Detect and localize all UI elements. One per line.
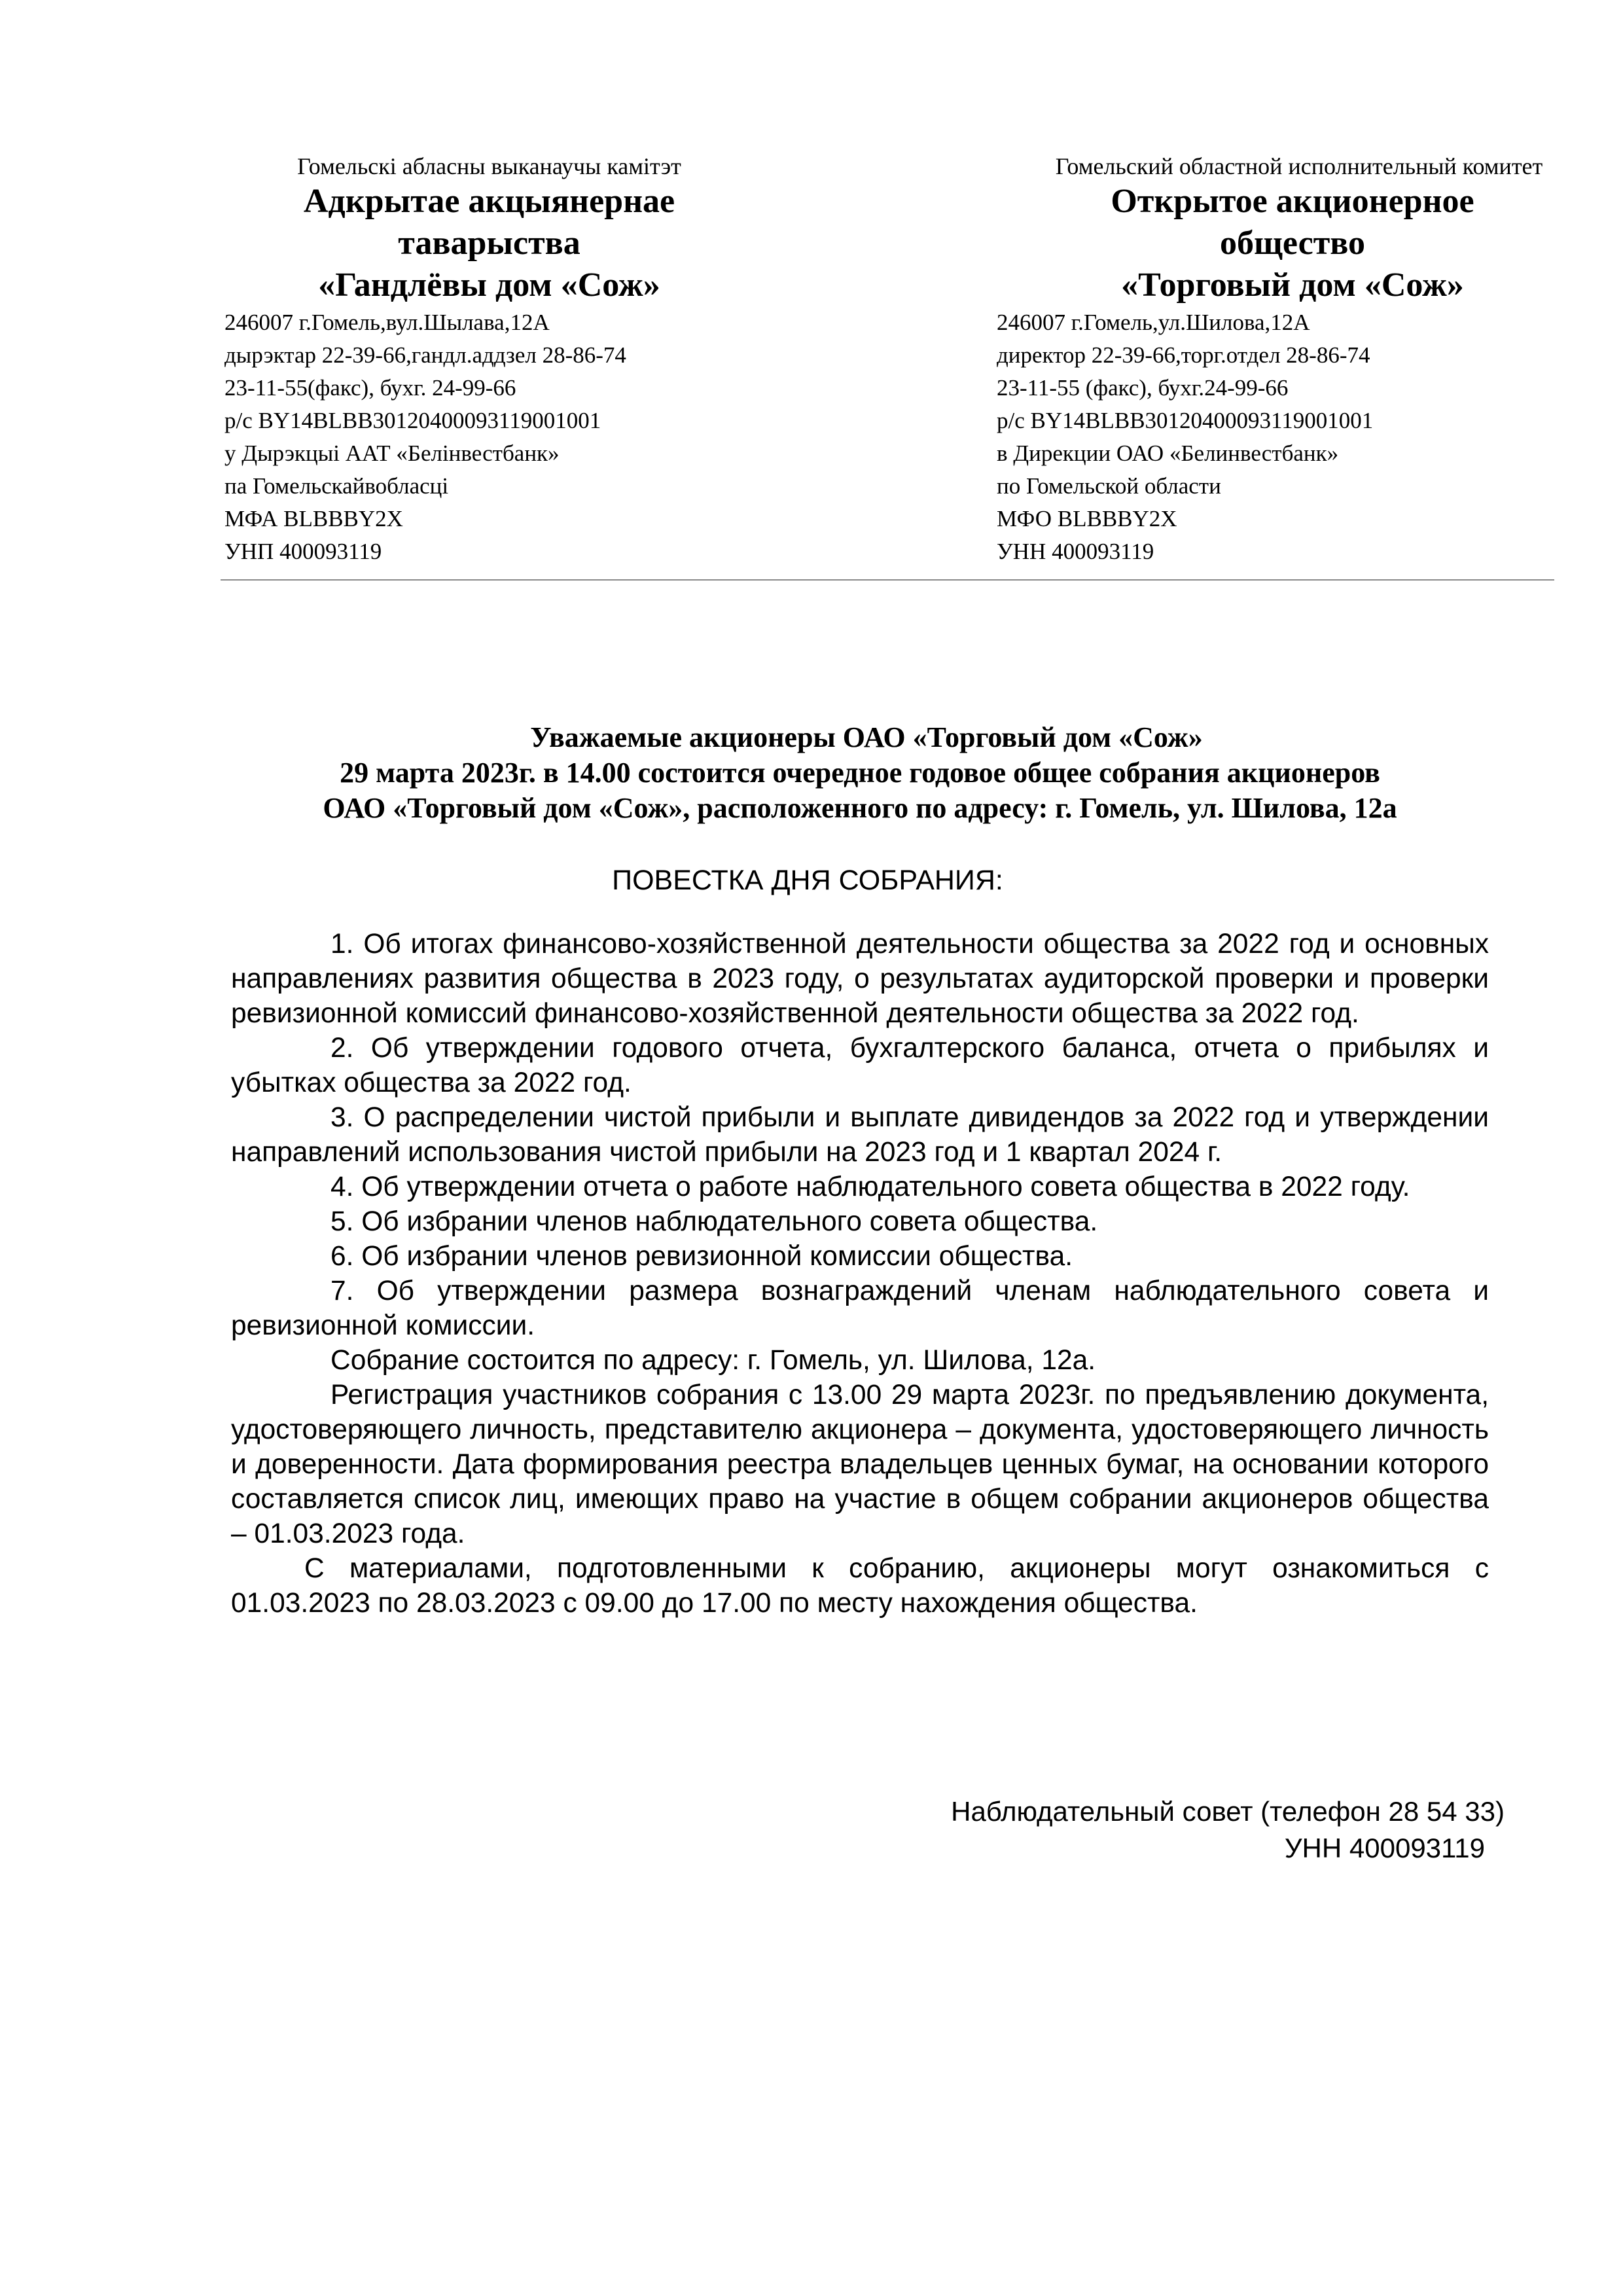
signature-block [951, 1793, 1505, 1867]
phone-line: директор 22-39-66,торг.отдел 28-86-74 [997, 342, 1370, 368]
company-name-line: «Торговый дом «Сож» [1121, 266, 1464, 304]
announcement-address-line: ОАО «Торговый дом «Сож», расположенного по адресу: г. Гомель, ул. Шилова, 12а [323, 792, 1397, 824]
bic-line: МФО BLBBBY2X [997, 506, 1177, 531]
fax-line: 23-11-55 (факс), бухг.24-99-66 [997, 375, 1289, 401]
letterhead-belarusian [226, 152, 815, 568]
company-name [226, 181, 815, 306]
phone-line: дырэктар 22-39-66,гандл.аддзел 28-86-74 [224, 342, 626, 368]
company-name-line: общество [1220, 224, 1365, 262]
letterhead-russian [998, 152, 1600, 568]
agenda-item: 7. Об утверждении размера вознаграждений членам наблюдательного совета и ревизионной комиссии. [231, 1276, 1489, 1341]
supervisory-board-line: Наблюдательный совет (телефон 28 54 33) [951, 1796, 1505, 1827]
signature-tax-id: УНН 400093119 [1284, 1833, 1485, 1863]
region-line: па Гомельскайвобласці [224, 473, 449, 499]
company-name-line: «Гандлёвы дом «Сож» [318, 266, 660, 304]
company-name-line: Адкрытае акцыянернае [303, 183, 675, 220]
committee-name: Гомельский областной исполнительный комитет [1055, 153, 1543, 179]
registration-info: Регистрация участников собрания с 13.00 29 марта 2023г. по предъявлению документа, удостоверяющего личность, представителю акционера – документа, удостоверяющего личность и доверенности. Дата формирования реестра владельцев ценных бумаг, на основании которого составляется список лиц, имеющих право на участие в общем собрании акционеров общества – 01.03.2023 года. [231, 1380, 1489, 1549]
agenda-item: 5. Об избрании членов наблюдательного совета общества. [330, 1206, 1098, 1237]
agenda-item: 2. Об утверждении годового отчета, бухгалтерского баланса, отчета о прибылях и убытках общества за 2022 год. [231, 1033, 1489, 1098]
agenda-title: ПОВЕСТКА ДНЯ СОБРАНИЯ: [612, 865, 1003, 896]
company-name-line: таварыства [398, 224, 580, 262]
bank-line: в Дирекции ОАО «Белинвестбанк» [997, 440, 1339, 466]
company-requisites [224, 306, 815, 568]
account-line: р/с BY14BLBB30120400093119001001 [224, 408, 601, 433]
tax-id-line: УНН 400093119 [997, 539, 1154, 564]
agenda-item: 6. Об избрании членов ревизионной комиссии общества. [330, 1241, 1073, 1272]
bic-line: МФА BLBBBY2X [224, 506, 403, 531]
agenda-item: 1. Об итогах финансово-хозяйственной деятельности общества за 2022 год и основных направлениях развития общества в 2023 году, о результатах аудиторской проверки и проверки ревизионной комиссий финансово-хозяйственной деятельности общества за 2022 год. [231, 929, 1489, 1029]
account-line: р/с BY14BLBB30120400093119001001 [997, 408, 1374, 433]
letterhead [0, 152, 1623, 577]
company-requisites [997, 306, 1600, 568]
address-line: 246007 г.Гомель,ул.Шилова,12А [997, 310, 1310, 335]
region-line: по Гомельской области [997, 473, 1221, 499]
meeting-announcement [231, 720, 1489, 826]
agenda-item: 3. О распределении чистой прибыли и выплате дивидендов за 2022 год и утверждении направлений использования чистой прибыли на 2023 год и 1 квартал 2024 г. [231, 1102, 1489, 1168]
document-body [231, 720, 1489, 1621]
address-line: 246007 г.Гомель,вул.Шылава,12А [224, 310, 550, 335]
bank-line: у Дырэкцыі ААТ «Белінвестбанк» [224, 440, 560, 466]
materials-info: С материалами, подготовленными к собранию, акционеры могут ознакомиться с 01.03.2023 по 28.03.2023 с 09.00 до 17.00 по месту нахождения общества. [231, 1553, 1489, 1619]
tax-id-line: УНП 400093119 [224, 539, 382, 564]
committee-name: Гомельскі абласны выканаучы камітэт [297, 153, 681, 179]
announcement-greeting: Уважаемые акционеры ОАО «Торговый дом «Сож» [530, 721, 1203, 753]
company-name-line: Открытое акционерное [1111, 183, 1474, 220]
meeting-venue: Собрание состоится по адресу: г. Гомель, ул. Шилова, 12а. [330, 1345, 1096, 1376]
letterhead-divider [221, 579, 1554, 581]
agenda-item: 4. Об утверждении отчета о работе наблюдательного совета общества в 2022 году. [330, 1172, 1410, 1202]
agenda-list [231, 927, 1489, 1621]
company-name [998, 181, 1600, 306]
announcement-date-line: 29 марта 2023г. в 14.00 состоится очередное годовое общее собрания акционеров [340, 757, 1380, 789]
fax-line: 23-11-55(факс), бухг. 24-99-66 [224, 375, 516, 401]
